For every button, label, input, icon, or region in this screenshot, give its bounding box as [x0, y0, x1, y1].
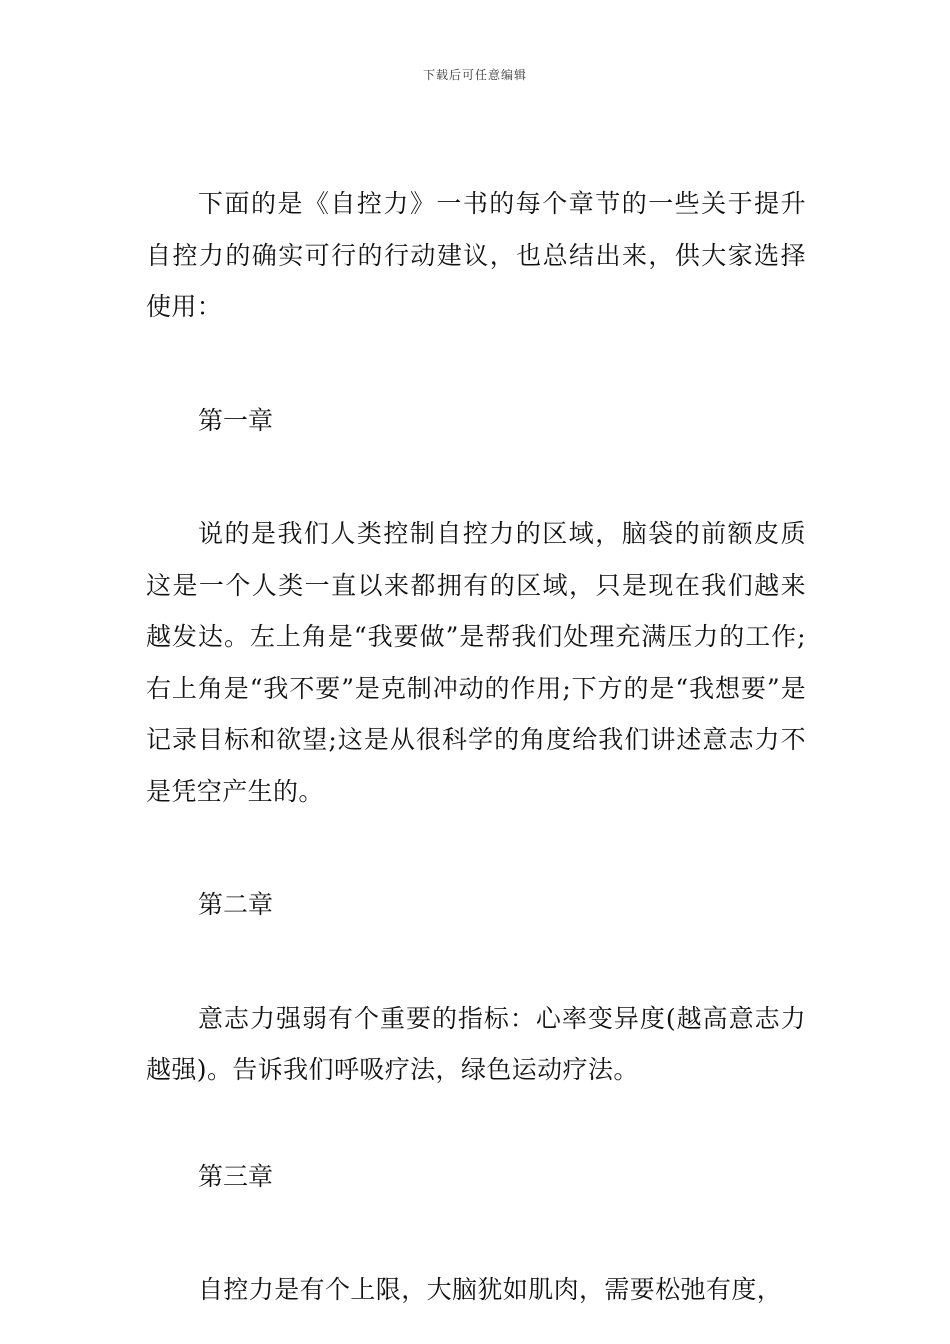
chapter-3-paragraph: 自控力是有个上限，大脑犹如肌肉，需要松弛有度，	[198, 1275, 783, 1304]
chapter-1-title: 第一章	[198, 405, 274, 435]
chapter-2-title: 第二章	[198, 890, 274, 919]
chapter-1-paragraph: 说的是我们人类控制自控力的区域，脑袋的前额皮质这是一个人类一直以来都拥有的区域，只是现在我们越来越发达。左上角是“我要做”是帮我们处理充满压力的工作;右上角是“我不要”是克制冲动的作用;下方的是“我想要”是记录目标和欲望;这是从很科学的角度给我们讲述意志力不是凭空产生的。	[146, 519, 806, 806]
chapter-3-title: 第三章	[198, 1161, 274, 1191]
chapter-2-paragraph: 意志力强弱有个重要的指标：心率变异度(越高意志力越强)。告诉我们呼吸疗法，绿色运动疗法。	[146, 1003, 806, 1084]
document-body	[146, 178, 806, 1316]
intro-paragraph: 下面的是《自控力》一书的每个章节的一些关于提升自控力的确实可行的行动建议，也总结出来，供大家选择使用：	[146, 189, 806, 321]
header-note: 下载后可任意编辑	[422, 68, 527, 82]
